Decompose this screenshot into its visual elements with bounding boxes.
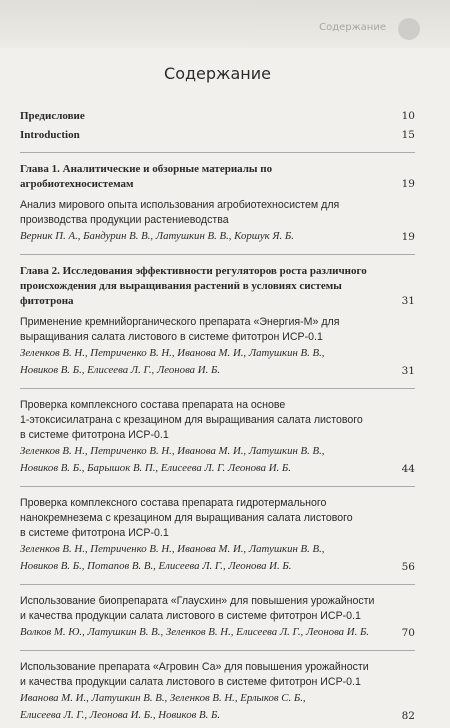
entry-title-line: 1-этоксисилатрана с крезацином для выращивания салата листового [20, 414, 363, 426]
page-title: Содержание [164, 64, 271, 83]
entry-title-line: Проверка комплексного состава препарата гидротермального [20, 497, 327, 509]
toc-item-title: Предисловие [20, 110, 85, 122]
toc-page-number: 70 [401, 627, 415, 639]
previous-page-bleed [0, 0, 450, 48]
entry-authors: Зеленков В. Н., Петриченко В. Н., Иванова М. И., Латушкин В. В., [20, 347, 325, 359]
page-marker-icon [398, 18, 420, 40]
entry-title-line: и качества продукции салата листового в системе фитотрон ИСР-0.1 [20, 610, 361, 622]
entry-divider [20, 388, 415, 389]
chapter-title: Глава 1. Аналитические и обзорные материалы по агробиотехносистемам [20, 163, 273, 190]
entry-title-line: Анализ мирового опыта использования агробиотехносистем для [20, 199, 340, 211]
entry-title-line: Проверка комплексного состава препарата на основе [20, 399, 286, 411]
entry-authors: Иванова М. И., Латушкин В. В., Зеленков В. Н., Ерлыков С. Б., [20, 692, 306, 704]
entry-title-line: в системе фитотрона ИСР-0.1 [20, 527, 169, 539]
toc-item-preface[interactable] [20, 109, 415, 124]
entry-authors: Новиков В. Б., Барышок В. П., Елисеева Л. Г. Леонова И. Б. [20, 462, 292, 474]
toc-entry[interactable] [20, 198, 415, 245]
entry-authors: Новиков В. Б., Потапов В. В., Елисеева Л. Г., Леонова И. Б. [20, 560, 292, 572]
chapter-title: Глава 2. Исследования эффективности регуляторов роста различного [20, 265, 367, 277]
toc-page-number: 82 [401, 710, 415, 722]
entry-title-line: нанокремнезема с крезацином для выращивания салата листового [20, 512, 353, 524]
toc-page-number: 56 [401, 561, 415, 573]
entry-authors: Волков М. Ю., Латушкин В. В., Зеленков В. Н., Елисеева Л. Г., Леонова И. Б. [20, 626, 370, 638]
toc-page-number: 31 [401, 295, 415, 307]
entry-authors: Елисеева Л. Г., Леонова И. Б., Новиков В. Б. [20, 709, 221, 721]
entry-divider [20, 650, 415, 651]
toc-chapter-1[interactable] [20, 162, 415, 192]
toc-page-number: 19 [401, 231, 415, 243]
toc-entry[interactable] [20, 398, 415, 477]
chapter-title: происхождения для выращивания растений в условиях системы фитотрона [20, 280, 342, 307]
toc-page-number: 31 [401, 365, 415, 377]
entry-authors: Зеленков В. Н., Петриченко В. Н., Иванова М. И., Латушкин В. В., [20, 445, 325, 457]
toc-entry[interactable] [20, 660, 415, 724]
entry-title-line: и качества продукции салата листового в системе фитотрон ИСР-0.1 [20, 676, 361, 688]
toc-item-introduction[interactable] [20, 128, 415, 143]
toc-page-number: 10 [401, 110, 415, 122]
ghost-running-title: Содержание [319, 22, 386, 33]
toc-chapter-2[interactable] [20, 264, 415, 309]
toc-entry[interactable] [20, 496, 415, 575]
toc-entry[interactable] [20, 315, 415, 379]
toc-page-number: 15 [401, 129, 415, 141]
toc-entry[interactable] [20, 594, 415, 641]
entry-title-line: производства продукции растениеводства [20, 214, 229, 226]
entry-divider [20, 584, 415, 585]
entry-title-line: Использование биопрепарата «Глаусхин» для повышения урожайности [20, 595, 375, 607]
section-divider [20, 254, 415, 255]
entry-authors: Зеленков В. Н., Петриченко В. Н., Иванова М. И., Латушкин В. В., [20, 543, 325, 555]
entry-title-line: Использование препарата «Агровин Са» для повышения урожайности [20, 661, 369, 673]
entry-divider [20, 486, 415, 487]
toc-page-number: 44 [401, 463, 415, 475]
entry-authors: Верник П. А., Бандурин В. В., Латушкин В. В., Коршук Я. Б. [20, 230, 294, 242]
toc-page [20, 60, 415, 728]
entry-title-line: Применение кремнийорганического препарата «Энергия-М» для [20, 316, 340, 328]
entry-title-line: в системе фитотрона ИСР-0.1 [20, 429, 169, 441]
entry-authors: Новиков В. Б., Елисеева Л. Г., Леонова И. Б. [20, 364, 221, 376]
toc-page-number: 19 [401, 178, 415, 190]
entry-title-line: выращивания салата листового в системе фитотрон ИСР-0.1 [20, 331, 323, 343]
toc-item-title: Introduction [20, 129, 80, 141]
section-divider [20, 152, 415, 153]
